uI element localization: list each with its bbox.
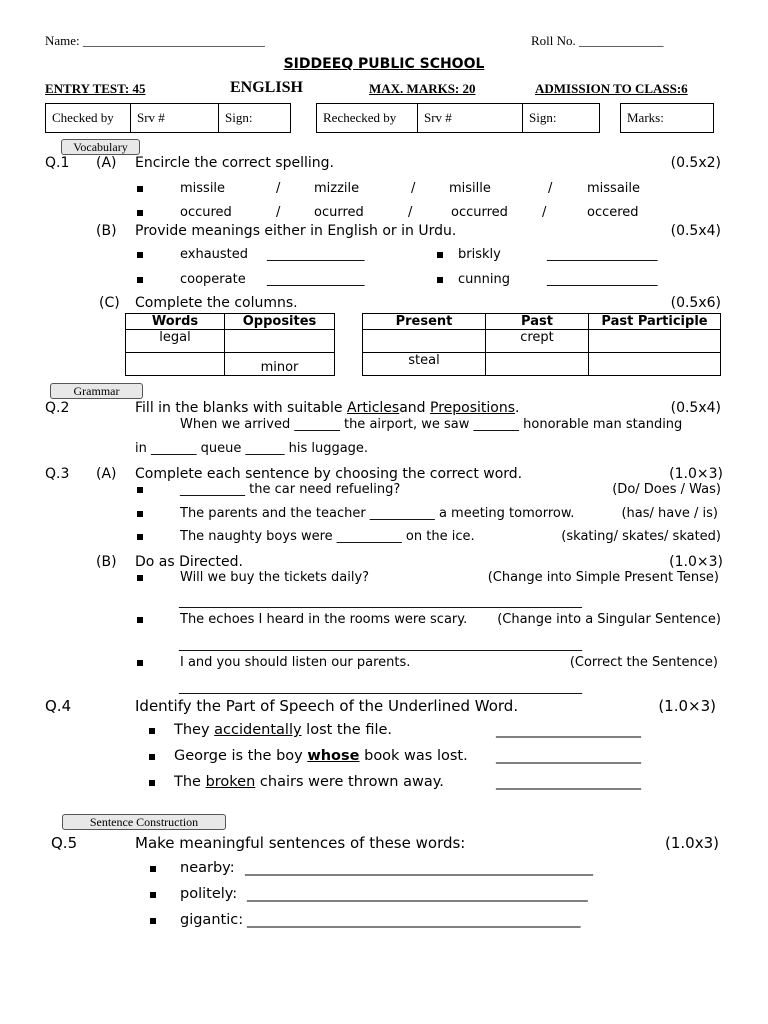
bullet [149, 728, 155, 734]
q3a-instruction: Complete each sentence by choosing the correct word. [135, 466, 523, 482]
meaning-word: exhausted [180, 247, 249, 262]
sentence-part: George is the boy [174, 748, 308, 764]
q5-instruction: Make meaningful sentences of these words: [135, 834, 466, 852]
q1a-instruction: Encircle the correct spelling. [135, 155, 334, 171]
answer-line[interactable]: ______________________________________________________________ [179, 594, 582, 609]
vocab-word: nearby: [180, 860, 235, 876]
separator: / [411, 181, 416, 196]
q3b-label: (B) [96, 554, 117, 570]
bullet [137, 617, 143, 623]
table-cell: crept [486, 330, 589, 353]
answer-blank[interactable]: ____________________ [496, 774, 641, 790]
table-cell: steal [363, 353, 486, 376]
pos-sentence [174, 722, 392, 738]
table-cell-blank[interactable] [589, 330, 721, 353]
max-marks-label: MAX. MARKS: 20 [369, 81, 476, 96]
answer-blank[interactable]: ____________________ [496, 722, 641, 738]
verb-forms-table [362, 313, 721, 376]
bullet [149, 754, 155, 760]
bullet [437, 277, 443, 283]
table-cell: legal [126, 330, 225, 353]
sentence-line[interactable]: ______________________________________________ [247, 912, 581, 928]
answer-line[interactable]: ______________________________________________________________ [179, 637, 582, 652]
pos-sentence [174, 774, 444, 790]
spelling-option: occurred [451, 205, 508, 220]
sign-cell-1: Sign: [219, 104, 291, 133]
table-cell-blank[interactable] [486, 353, 589, 376]
meaning-word: cunning [458, 272, 510, 287]
q2-marks: (0.5x4) [670, 400, 721, 416]
meaning-blank[interactable]: _________________ [547, 272, 658, 287]
q5-marks: (1.0x3) [665, 834, 719, 852]
choice-sentence[interactable]: __________ the car need refueling? [180, 482, 401, 497]
meaning-blank[interactable]: _______________ [267, 247, 365, 262]
bullet [137, 511, 143, 517]
vocabulary-section-tag: Vocabulary [61, 139, 140, 155]
q3b-marks: (1.0×3) [669, 554, 723, 570]
spelling-option: ocurred [314, 205, 364, 220]
q2-line-1[interactable]: When we arrived _______ the airport, we saw _______ honorable man standing [180, 417, 683, 432]
q3b-instruction: Do as Directed. [135, 554, 243, 570]
bullet [137, 210, 143, 216]
name-field-label: Name: ____________________________ [45, 33, 265, 48]
rechecked-by-cell: Rechecked by [317, 104, 418, 133]
choice-options: (Do/ Does / Was) [612, 482, 721, 497]
roll-number-label: Roll No. _____________ [531, 33, 664, 48]
srv-cell-2: Srv # [418, 104, 523, 133]
separator: / [276, 181, 281, 196]
q1b-instruction: Provide meanings either in English or in Urdu. [135, 223, 457, 239]
marks-cell: Marks: [621, 104, 714, 133]
table-cell-blank[interactable] [225, 330, 335, 353]
underlined-word: whose [307, 748, 360, 764]
table-cell: minor [225, 353, 335, 376]
sentence-part: lost the file. [301, 722, 393, 738]
column-header: Opposites [225, 314, 335, 330]
spelling-option: mizzile [314, 181, 360, 196]
q2-line-2[interactable]: in _______ queue ______ his luggage. [135, 441, 369, 456]
choice-sentence[interactable]: The parents and the teacher __________ a meeting tomorrow. [180, 506, 575, 521]
directed-sentence: The echoes I heard in the rooms were scary. [180, 612, 468, 627]
directed-sentence: I and you should listen our parents. [180, 655, 411, 670]
column-header: Past Participle [589, 314, 721, 330]
table-cell-blank[interactable] [126, 353, 225, 376]
opposites-table [125, 313, 335, 376]
bullet [137, 186, 143, 192]
sentence-line[interactable]: _______________________________________________ [247, 886, 588, 902]
q1a-label: (A) [96, 155, 117, 171]
meaning-word: briskly [458, 247, 501, 262]
bullet [437, 252, 443, 258]
entry-test-label: ENTRY TEST: 45 [45, 81, 146, 96]
q4-marks: (1.0×3) [658, 697, 716, 715]
spelling-option: missaile [587, 181, 641, 196]
q1c-label: (C) [99, 295, 120, 311]
admission-label: ADMISSION TO CLASS:6 [535, 81, 688, 96]
q2-dot: . [515, 400, 520, 416]
bullet [150, 866, 156, 872]
q2-instruction [135, 400, 519, 416]
directed-sentence: Will we buy the tickets daily? [180, 570, 370, 585]
meaning-word: cooperate [180, 272, 246, 287]
vocab-word: gigantic: [180, 912, 244, 928]
q2-number: Q.2 [45, 400, 70, 416]
sentence-construction-section-tag: Sentence Construction [62, 814, 226, 830]
sentence-line[interactable]: ________________________________________________ [245, 860, 593, 876]
underlined-word: broken [205, 774, 256, 790]
bullet [150, 918, 156, 924]
q3a-label: (A) [96, 466, 117, 482]
direction-text: (Change into a Singular Sentence) [497, 612, 721, 627]
q1c-instruction: Complete the columns. [135, 295, 298, 311]
bullet [137, 252, 143, 258]
spelling-option: misille [449, 181, 491, 196]
table-cell-blank[interactable] [589, 353, 721, 376]
marks-box [620, 103, 714, 133]
separator: / [276, 205, 281, 220]
q1c-marks: (0.5x6) [670, 295, 721, 311]
meaning-blank[interactable]: _______________ [267, 272, 365, 287]
column-header: Present [363, 314, 486, 330]
q2-instruction-pre: Fill in the blanks with suitable [135, 400, 343, 416]
choice-sentence[interactable]: The naughty boys were __________ on the ice. [180, 529, 475, 544]
spelling-option: missile [180, 181, 226, 196]
direction-text: (Correct the Sentence) [569, 655, 718, 670]
spelling-option: occured [180, 205, 232, 220]
checking-box-right [316, 103, 600, 133]
column-header: Words [126, 314, 225, 330]
answer-line[interactable]: ______________________________________________________________ [179, 680, 582, 695]
q3-number: Q.3 [45, 466, 70, 482]
q4-number: Q.4 [45, 697, 72, 715]
bullet [149, 780, 155, 786]
checked-by-cell: Checked by [46, 104, 131, 133]
sentence-part: chairs were thrown away. [255, 774, 444, 790]
q1a-marks: (0.5x2) [670, 155, 721, 171]
q1b-label: (B) [96, 223, 117, 239]
choice-options: (has/ have / is) [621, 506, 718, 521]
bullet [137, 487, 143, 493]
sentence-part: They [174, 722, 215, 738]
q1b-marks: (0.5x4) [670, 223, 721, 239]
bullet [137, 660, 143, 666]
sentence-part: The [174, 774, 206, 790]
column-header: Past [486, 314, 589, 330]
q3a-marks: (1.0×3) [669, 466, 723, 482]
vocab-word: politely: [180, 886, 238, 902]
grammar-section-tag: Grammar [50, 383, 143, 399]
meaning-blank[interactable]: _________________ [547, 247, 658, 262]
srv-cell-1: Srv # [131, 104, 219, 133]
separator: / [542, 205, 547, 220]
q2-and: and [399, 400, 426, 416]
q5-number: Q.5 [51, 834, 78, 852]
q1-number: Q.1 [45, 155, 70, 171]
direction-text: (Change into Simple Present Tense) [487, 570, 719, 585]
separator: / [548, 181, 553, 196]
q2-articles: Articles [347, 400, 400, 416]
bullet [137, 575, 143, 581]
table-cell-blank[interactable] [363, 330, 486, 353]
separator: / [408, 205, 413, 220]
choice-options: (skating/ skates/ skated) [561, 529, 721, 544]
subject-label: ENGLISH [230, 79, 303, 96]
bullet [150, 892, 156, 898]
sign-cell-2: Sign: [523, 104, 600, 133]
pos-sentence [174, 748, 468, 764]
bullet [137, 534, 143, 540]
school-name: SIDDEEQ PUBLIC SCHOOL [283, 56, 485, 72]
checking-box-left [45, 103, 291, 133]
answer-blank[interactable]: ____________________ [496, 748, 641, 764]
bullet [137, 277, 143, 283]
sentence-part: book was lost. [359, 748, 468, 764]
q4-instruction: Identify the Part of Speech of the Underlined Word. [135, 697, 519, 715]
spelling-option: occered [587, 205, 639, 220]
underlined-word: accidentally [214, 722, 302, 738]
q2-prepositions: Prepositions [430, 400, 516, 416]
